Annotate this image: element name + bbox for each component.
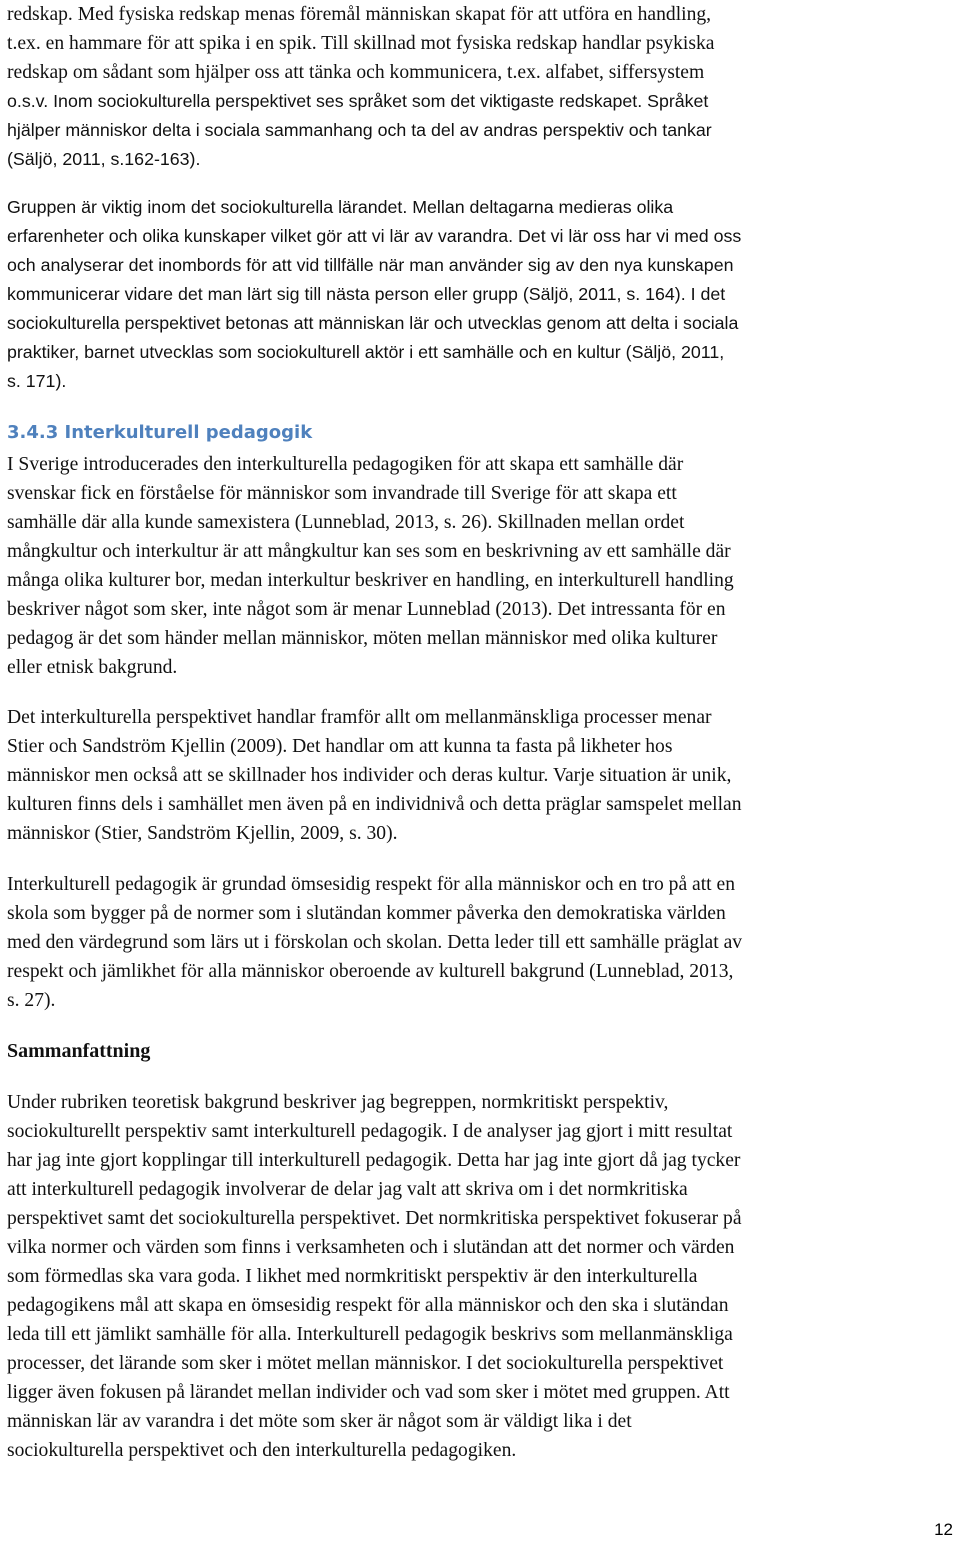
text-line: Stier och Sandström Kjellin (2009). Det handlar om att kunna ta fasta på likheter hos: [7, 736, 673, 757]
text-line: människan lär av varandra i det möte som sker är något som är väldigt lika i det: [7, 1411, 632, 1432]
paragraph-mutual-respect: [7, 870, 742, 1015]
text-line: många olika kulturer bor, medan interkultur beskriver en handling, en interkulturell handling: [7, 570, 734, 591]
text-line: redskap om sådant som hjälper oss att tänka och kommunicera, t.ex. alfabet, siffersystem: [7, 62, 705, 83]
text-line: processer, det lärande som sker i mötet mellan människor. I det sociokulturella perspektivet: [7, 1353, 724, 1374]
text-line: perspektivet samt det sociokulturella perspektivet. Det normkritiska perspektivet fokuserar på: [7, 1208, 742, 1229]
paragraph-language: [7, 87, 712, 174]
text-line: att interkulturell pedagogik involverar de delar jag valt att skriva om i det normkritiska: [7, 1179, 688, 1200]
text-line: och analyserar det inombords för att vid tillfälle när man använder sig av den nya kunskapen: [7, 255, 734, 275]
text-line: Under rubriken teoretisk bakgrund beskriver jag begreppen, normkritiskt perspektiv,: [7, 1092, 669, 1113]
text-line: respekt och jämlikhet för alla människor oberoende av kulturell bakgrund (Lunneblad, 2013,: [7, 961, 734, 982]
paragraph-group-learning: [7, 193, 741, 396]
text-line: som förmedlas ska vara goda. I likhet med normkritiskt perspektiv är den interkulturella: [7, 1266, 698, 1287]
text-line: sociokulturella perspektivet och den interkulturella pedagogiken.: [7, 1440, 517, 1461]
text-line: sociokulturellt perspektiv samt interkulturell pedagogik. I de analyser jag gjort i mitt resultat: [7, 1121, 733, 1142]
paragraph-intercultural-intro: [7, 450, 734, 682]
text-line: I Sverige introducerades den interkulturella pedagogiken för att skapa ett samhälle där: [7, 454, 684, 475]
text-line: beskriver något som sker, inte något som är menar Lunneblad (2013). Det intressanta för en: [7, 599, 726, 620]
text-line: kulturen finns dels i samhället men även på en individnivå och detta präglar samspelet mellan: [7, 794, 742, 815]
text-line: Interkulturell pedagogik är grundad ömsesidig respekt för alla människor och en tro på att en: [7, 874, 736, 895]
text-line: eller etnisk bakgrund.: [7, 657, 178, 678]
text-line: människor (Stier, Sandström Kjellin, 2009, s. 30).: [7, 823, 398, 844]
text-line: vilka normer och värden som finns i verksamheten och i slutändan att det normer och värden: [7, 1237, 735, 1258]
text-line: pedagog är det som händer mellan människor, möten mellan människor med olika kulturer: [7, 628, 718, 649]
text-line: människor men också att se skillnader hos individer och deras kultur. Varje situation är unik,: [7, 765, 732, 786]
text-line: med den värdegrund som lärs ut i förskolan och skolan. Detta leder till ett samhälle präglat av: [7, 932, 743, 953]
page-number: 12: [934, 1520, 953, 1539]
text-line: svenskar fick en förståelse för människor som invandrade till Sverige för att skapa ett: [7, 483, 677, 504]
paragraph-intercultural-perspective: [7, 703, 742, 848]
paragraph-tools: [7, 0, 714, 87]
paragraph-summary: [7, 1088, 742, 1465]
text-line: s. 27).: [7, 990, 56, 1011]
text-line: erfarenheter och olika kunskaper vilket gör att vi lär av varandra. Det vi lär oss har vi med oss: [7, 226, 742, 246]
text-line: (Säljö, 2011, s.162-163).: [7, 149, 201, 169]
text-line: har jag inte gjort kopplingar till interkulturell pedagogik. Detta har jag inte gjort då jag tycker: [7, 1150, 741, 1171]
text-line: samhälle där alla kunde samexistera (Lunneblad, 2013, s. 26). Skillnaden mellan ordet: [7, 512, 685, 533]
text-line: s. 171).: [7, 371, 67, 391]
text-line: ligger även fokusen på lärandet mellan individer och vad som sker i mötet med gruppen. Att: [7, 1382, 730, 1403]
text-line: o.s.v. Inom sociokulturella perspektivet ses språket som det viktigaste redskapet. Språket: [7, 91, 709, 111]
text-line: pedagogikens mål att skapa en ömsesidig respekt för alla människor och den ska i slutändan: [7, 1295, 729, 1316]
text-line: kommunicerar vidare det man lärt sig till nästa person eller grupp (Säljö, 2011, s. 164). I det: [7, 284, 726, 304]
text-line: Gruppen är viktig inom det sociokulturella lärandet. Mellan deltagarna medieras olika: [7, 197, 674, 217]
text-line: hjälper människor delta i sociala sammanhang och ta del av andras perspektiv och tankar: [7, 120, 712, 140]
text-line: sociokulturella perspektivet betonas att människan lär och utvecklas genom att delta i sociala: [7, 313, 739, 333]
summary-heading: Sammanfattning: [7, 1040, 151, 1062]
text-line: t.ex. en hammare för att spika i en spik. Till skillnad mot fysiska redskap handlar psykiska: [7, 33, 715, 54]
text-line: skola som bygger på de normer som i slutändan kommer påverka den demokratiska världen: [7, 903, 726, 924]
text-line: Det interkulturella perspektivet handlar framför allt om mellanmänskliga processer menar: [7, 707, 712, 728]
text-line: leda till ett jämlikt samhälle för alla. Interkulturell pedagogik beskrivs som mellanmänskliga: [7, 1324, 733, 1345]
text-line: mångkultur och interkultur är att mångkultur kan ses som en beskrivning av ett samhälle där: [7, 541, 731, 562]
section-heading: 3.4.3 Interkulturell pedagogik: [7, 422, 313, 443]
text-line: redskap. Med fysiska redskap menas föremål människan skapat för att utföra en handling,: [7, 4, 712, 25]
text-line: praktiker, barnet utvecklas som sociokulturell aktör i ett samhälle och en kultur (Säljö, 2011,: [7, 342, 725, 362]
